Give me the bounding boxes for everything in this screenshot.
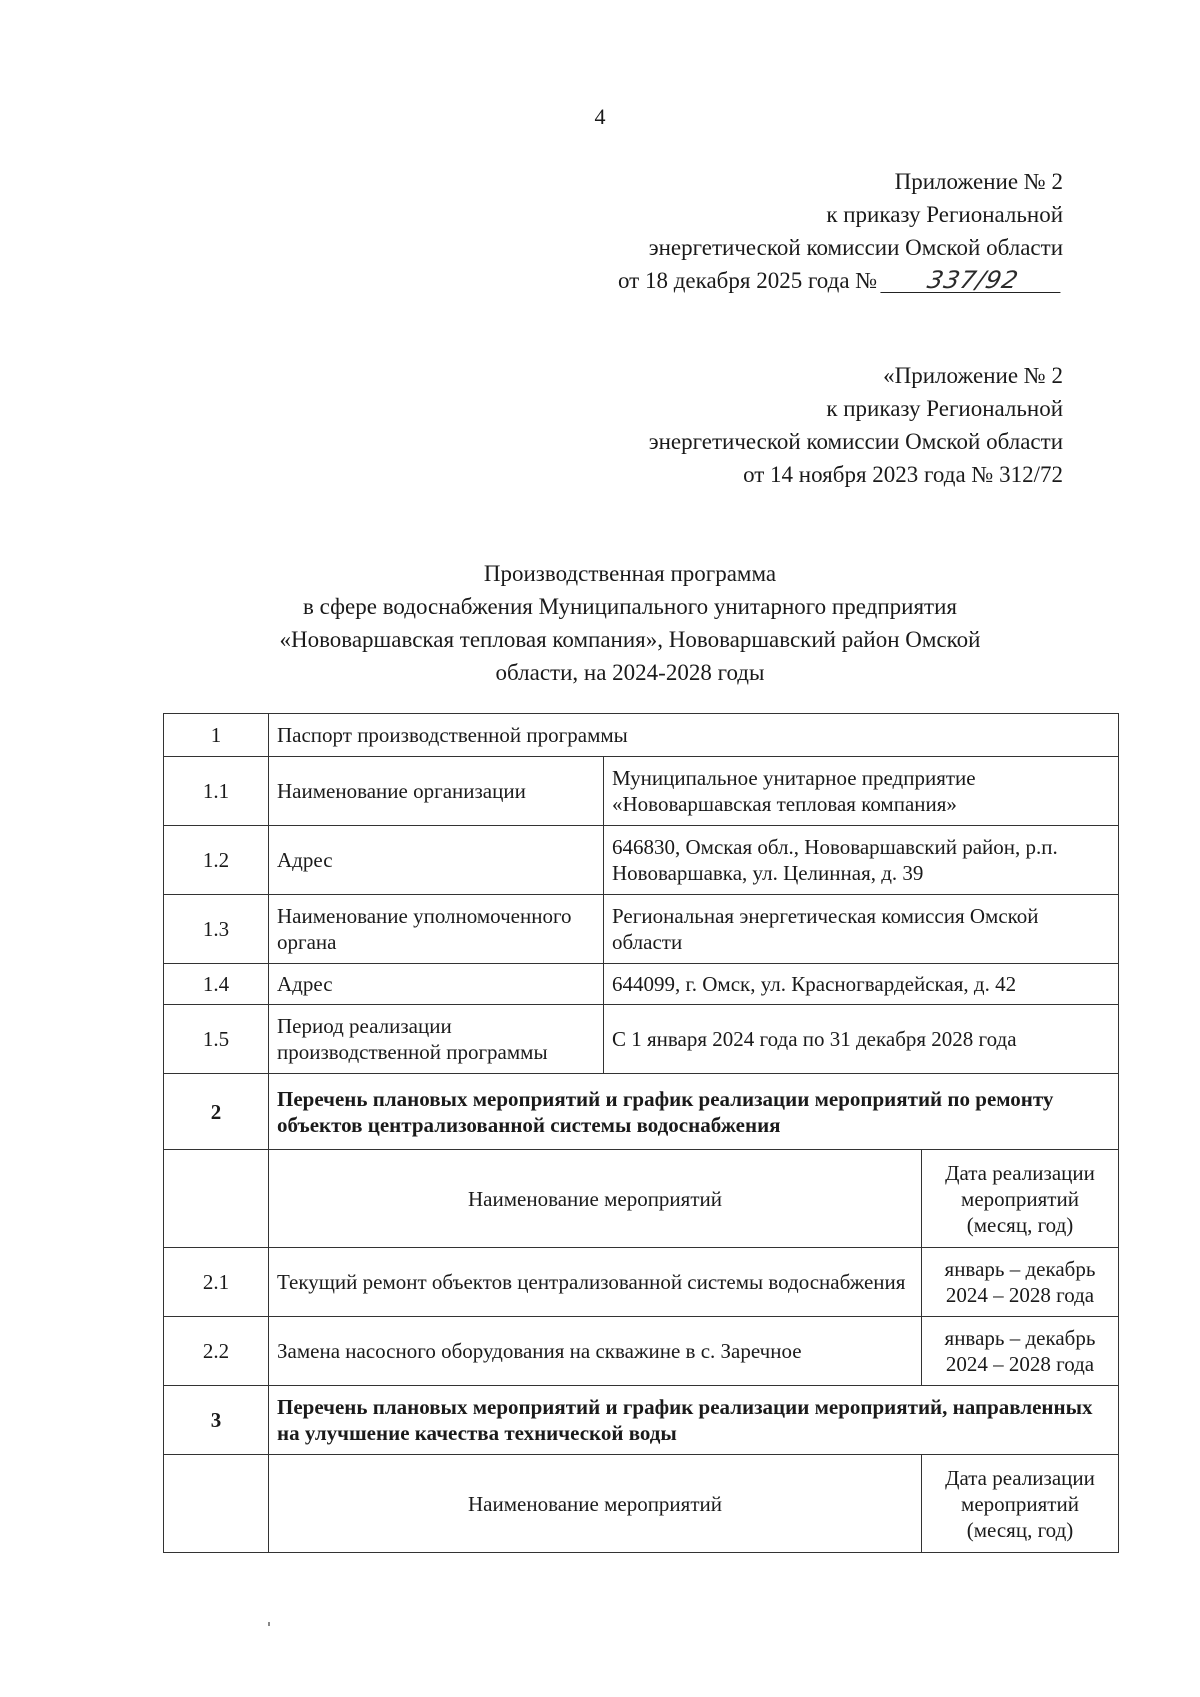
table-row [164, 964, 1119, 1005]
row-number: 1.4 [164, 964, 269, 1005]
title-line: Производственная программа [483, 561, 777, 586]
annex-previous-order [649, 359, 1063, 491]
row-value: Региональная энергетическая комиссия Омской области [604, 895, 1119, 964]
row-number: 1.3 [164, 895, 269, 964]
empty-cell [164, 1150, 269, 1248]
table-header-row [164, 1455, 1119, 1553]
activity-name: Замена насосного оборудования на скважине в с. Заречное [269, 1317, 922, 1386]
row-label: Адрес [269, 826, 604, 895]
annex-line: к приказу Региональной [826, 396, 1063, 421]
row-value: 644099, г. Омск, ул. Красногвардейская, д. 42 [604, 964, 1119, 1005]
table-row [164, 1317, 1119, 1386]
row-value: 646830, Омская обл., Нововаршавский район, р.п. Нововаршавка, ул. Целинная, д. 39 [604, 826, 1119, 895]
annex-line: к приказу Региональной [826, 202, 1063, 227]
section-number: 2 [164, 1074, 269, 1150]
table-row [164, 757, 1119, 826]
row-label: Период реализации производственной программы [269, 1005, 604, 1074]
program-table [163, 713, 1119, 1553]
section-row-repair [164, 1074, 1119, 1150]
annex-line: энергетической комиссии Омской области [648, 429, 1063, 454]
row-number: 2.2 [164, 1317, 269, 1386]
annex-date-text: от 18 декабря 2025 года № [617, 268, 878, 293]
annex-date-line [618, 264, 1063, 297]
header-activity-name: Наименование мероприятий [269, 1455, 922, 1553]
scan-speck [268, 1622, 270, 1626]
page-number: 4 [594, 104, 606, 129]
title-line: «Нововаршавская тепловая компания», Нововаршавский район Омской [279, 627, 981, 652]
table-row [164, 1005, 1119, 1074]
handwritten-order-number: 337/92 [880, 268, 1065, 293]
section-title: Паспорт производственной программы [269, 714, 1119, 757]
activity-name: Текущий ремонт объектов централизованной системы водоснабжения [269, 1248, 922, 1317]
row-number: 1.2 [164, 826, 269, 895]
section-row-quality [164, 1386, 1119, 1455]
row-number: 1.1 [164, 757, 269, 826]
section-row-passport [164, 714, 1119, 757]
empty-cell [164, 1455, 269, 1553]
annex-line: «Приложение № 2 [883, 363, 1063, 388]
header-activity-date: Дата реализации мероприятий (месяц, год) [922, 1150, 1119, 1248]
section-number: 1 [164, 714, 269, 757]
row-number: 2.1 [164, 1248, 269, 1317]
annex-line: Приложение № 2 [894, 169, 1063, 194]
row-label: Наименование уполномоченного органа [269, 895, 604, 964]
section-title: Перечень плановых мероприятий и график реализации мероприятий по ремонту объектов централизованной системы водоснабжения [269, 1074, 1119, 1150]
row-label: Наименование организации [269, 757, 604, 826]
table-row [164, 895, 1119, 964]
annex-current-order [618, 165, 1063, 297]
activity-date: январь – декабрь 2024 – 2028 года [922, 1317, 1119, 1386]
document-title [190, 557, 1070, 689]
header-activity-name: Наименование мероприятий [269, 1150, 922, 1248]
header-activity-date: Дата реализации мероприятий (месяц, год) [922, 1455, 1119, 1553]
activity-date: январь – декабрь 2024 – 2028 года [922, 1248, 1119, 1317]
row-number: 1.5 [164, 1005, 269, 1074]
title-line: области, на 2024-2028 годы [495, 660, 765, 685]
table-row [164, 826, 1119, 895]
title-line: в сфере водоснабжения Муниципального унитарного предприятия [303, 594, 957, 619]
annex-line: от 14 ноября 2023 года № 312/72 [743, 462, 1063, 487]
row-value: С 1 января 2024 года по 31 декабря 2028 года [604, 1005, 1119, 1074]
row-value: Муниципальное унитарное предприятие «Нововаршавская тепловая компания» [604, 757, 1119, 826]
section-title: Перечень плановых мероприятий и график реализации мероприятий, направленных на улучшение качества технической воды [269, 1386, 1119, 1455]
table-header-row [164, 1150, 1119, 1248]
row-label: Адрес [269, 964, 604, 1005]
annex-line: энергетической комиссии Омской области [648, 235, 1063, 260]
section-number: 3 [164, 1386, 269, 1455]
table-row [164, 1248, 1119, 1317]
